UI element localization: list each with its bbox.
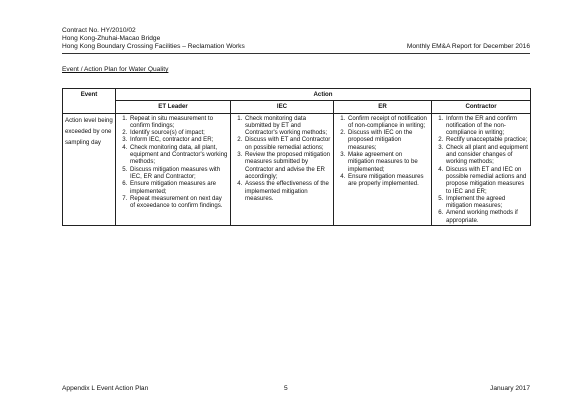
page-footer [62,385,530,392]
list-item: 2. Rectify unacceptable practice; [445,136,528,143]
contract-number: Contract No. HY/2010/02 [62,27,136,34]
action-column-header: Action [116,89,531,101]
list-item: 4. Discuss with ET and IEC on possible remedial actions and propose mitigation measures to IEC and ER; [445,166,528,195]
page-number: 5 [284,385,288,392]
project-name: Hong Kong-Zhuhai-Macao Bridge [62,35,161,42]
col-contractor: Contractor [432,101,531,113]
list-item: 1. Inform the ER and confirm notification of the non-compliance in writing; [445,115,528,137]
header-rule [62,53,530,54]
col-et-leader: ET Leader [116,101,231,113]
list-item: 5. Discuss mitigation measures with IEC, ER and Contractor; [129,166,228,181]
table-header-row [63,89,531,101]
list-item: 3. Review the proposed mitigation measures submitted by Contractor and advise the ER accordingly; [244,151,331,180]
list-item: 2. Identify source(s) of impact; [129,129,228,136]
list-item: 7. Repeat measurement on next day of exceedance to confirm findings. [129,195,228,210]
list-item: 5. Implement the agreed mitigation measures; [445,195,528,210]
header-row [62,43,530,51]
list-item: 1. Repeat in situ measurement to confirm findings; [129,115,228,130]
table-subheader-row [63,101,531,113]
footer-date: January 2017 [490,385,530,392]
list-item: 4. Ensure mitigation measures are properly implemented. [347,173,429,188]
et-leader-cell [116,113,231,225]
list-item: 3. Make agreement on mitigation measures to be implemented; [347,151,429,173]
event-column-header: Event [63,89,116,114]
et-leader-list [118,115,228,210]
contractor-cell [432,113,531,225]
list-item: 1. Check monitoring data submitted by ET and Contractor's working methods; [244,115,331,137]
list-item: 2. Discuss with IEC on the proposed mitigation measures; [347,129,429,151]
contractor-list [434,115,528,224]
list-item: 6. Amend working methods if appropriate. [445,209,528,224]
er-list [336,115,429,188]
list-item: 4. Assess the effectiveness of the implemented mitigation measures. [244,180,331,202]
page-header [62,27,530,51]
list-item: 4. Check monitoring data, all plant, equipment and Contractor's working methods; [129,144,228,166]
iec-list [233,115,331,203]
facility-name: Hong Kong Boundary Crossing Facilities – Reclamation Works [62,43,245,50]
report-title: Monthly EM&A Report for December 2016 [406,43,530,50]
list-item: 2. Discuss with ET and Contractor on possible remedial actions; [244,136,331,151]
footer-appendix: Appendix L Event Action Plan [62,385,149,392]
list-item: 1. Confirm receipt of notification of non-compliance in writing; [347,115,429,130]
er-cell [334,113,432,225]
iec-cell [231,113,334,225]
event-cell: Action level being exceeded by one sampling day [63,113,116,225]
section-title: Event / Action Plan for Water Quality [62,66,169,73]
col-er: ER [334,101,432,113]
list-item: 3. Inform IEC, contractor and ER; [129,136,228,143]
list-item: 3. Check all plant and equipment and consider changes of working methods; [445,144,528,166]
col-iec: IEC [231,101,334,113]
event-action-table [62,88,531,226]
list-item: 6. Ensure mitigation measures are implemented; [129,180,228,195]
table-row [63,113,531,225]
